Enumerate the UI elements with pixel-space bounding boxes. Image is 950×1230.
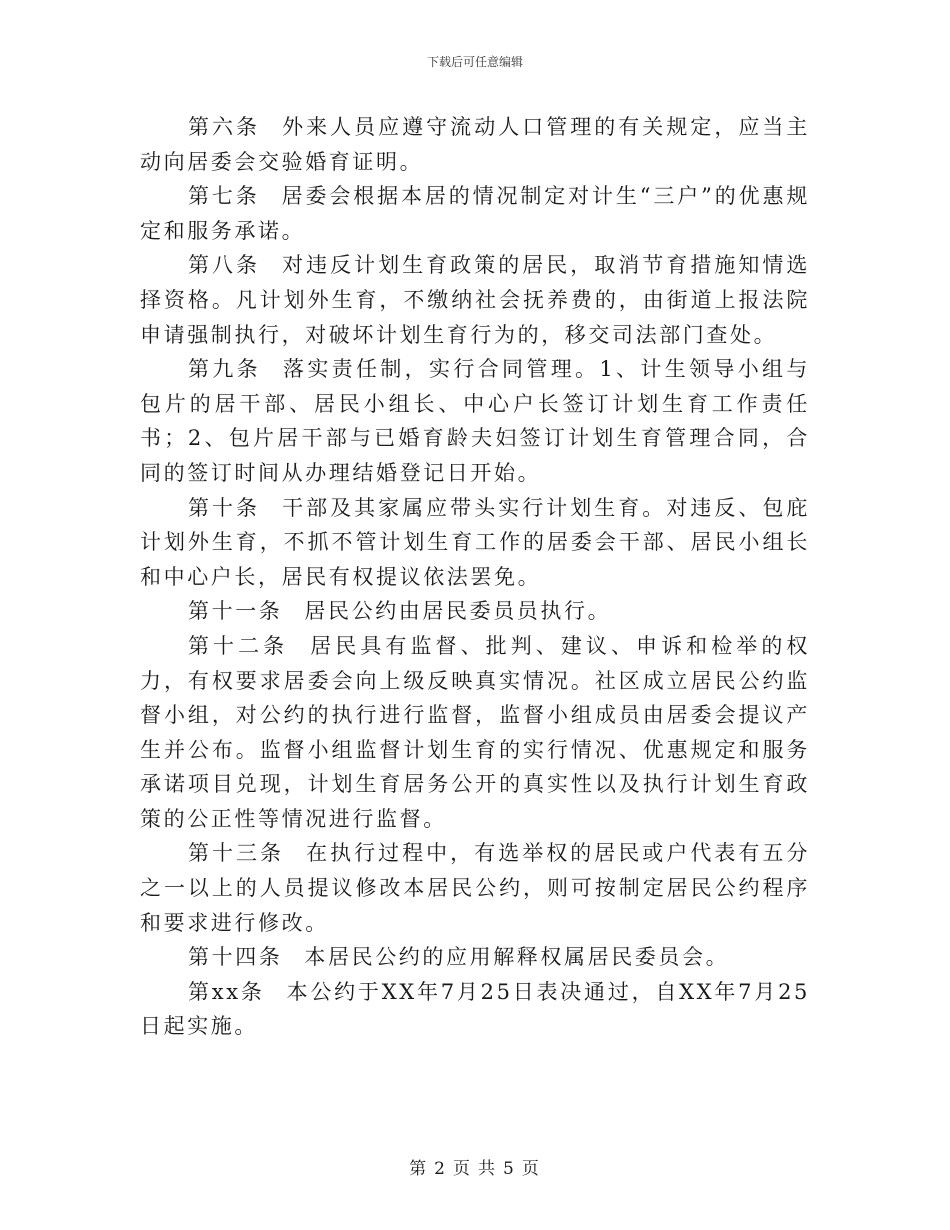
article-9 xyxy=(140,352,810,490)
article-number: 第九条 xyxy=(188,357,262,382)
article-xx xyxy=(140,975,810,1044)
article-11 xyxy=(140,594,810,629)
footer-total-word: 共 xyxy=(478,1159,497,1179)
article-text: 居民具有监督、批判、建议、申诉和检举的权力，有权要求居委会向上级反映真实情况。社区成立居民公约监督小组，对公约的执行进行监督，监督小组成员由居委会提议产生并公布。监督小组监督计划生育的实行情况、优惠规定和服务承诺项目兑现，计划生育居务公开的真实性以及执行计划生育政策的公正性等情况进行监督。 xyxy=(140,633,810,831)
article-number: 第xx条 xyxy=(188,979,265,1004)
article-number: 第七条 xyxy=(188,184,260,209)
page-header-note: 下载后可任意编辑 xyxy=(426,55,523,69)
article-6 xyxy=(140,110,810,179)
article-text: 本居民公约的应用解释权属居民委员会。 xyxy=(304,945,730,970)
article-number: 第八条 xyxy=(188,253,261,278)
article-text: 外来人员应遵守流动人口管理的有关规定，应当主动向居委会交验婚育证明。 xyxy=(140,115,810,174)
article-7 xyxy=(140,179,810,248)
article-number: 第十二条 xyxy=(188,633,289,658)
article-number: 第十一条 xyxy=(188,599,283,624)
footer-prefix: 第 xyxy=(409,1159,429,1179)
article-8 xyxy=(140,248,810,352)
article-text: 居民公约由居民委员员执行。 xyxy=(304,599,612,624)
article-number: 第六条 xyxy=(188,115,261,139)
page-footer xyxy=(0,1154,950,1179)
current-page-number: 2 xyxy=(434,1159,447,1179)
article-number: 第十四条 xyxy=(188,945,283,970)
footer-suffix: 页 xyxy=(521,1159,541,1179)
article-12 xyxy=(140,629,810,837)
article-text: 对违反计划生育政策的居民，取消节育措施知情选择资格。凡计划外生育，不缴纳社会抚养费的，由街道上报法院申请强制执行，对破坏计划生育行为的，移交司法部门查处。 xyxy=(140,253,810,347)
article-text: 落实责任制，实行合同管理。1、计生领导小组与包片的居干部、居民小组长、中心户长签订计划生育工作责任书；2、包片居干部与已婚育龄夫妇签订计划生育管理合同，合同的签订时间从办理结婚登记日开始。 xyxy=(140,357,810,485)
total-page-number: 5 xyxy=(503,1159,516,1179)
article-text: 在执行过程中，有选举权的居民或户代表有五分之一以上的人员提议修改本居民公约，则可按制定居民公约程序和要求进行修改。 xyxy=(140,841,810,935)
document-body xyxy=(140,110,810,1044)
footer-page-word: 页 xyxy=(453,1159,472,1179)
article-text: 居委会根据本居的情况制定对计生“三户”的优惠规定和服务承诺。 xyxy=(140,184,810,243)
article-text: 干部及其家属应带头实行计划生育。对违反、包庇计划外生育，不抓不管计划生育工作的居委会干部、居民小组长和中心户长，居民有权提议依法罢免。 xyxy=(140,495,810,589)
article-number: 第十条 xyxy=(188,495,261,520)
article-13 xyxy=(140,836,810,940)
article-text: 本公约于XX年7月25日表决通过，自XX年7月25日起实施。 xyxy=(140,979,810,1039)
article-10 xyxy=(140,491,810,595)
article-number: 第十三条 xyxy=(188,841,285,866)
article-14 xyxy=(140,940,810,975)
